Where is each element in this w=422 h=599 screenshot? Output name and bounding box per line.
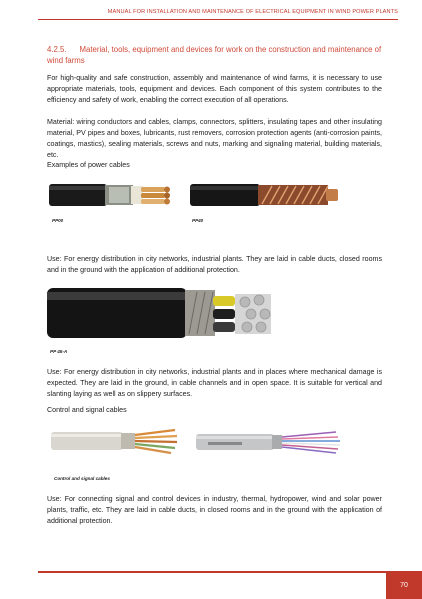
page-number-box <box>386 571 422 599</box>
control-cables-heading: Control and signal cables <box>47 406 127 414</box>
material-paragraph: Material: wiring conductors and cables, clamps, connectors, splitters, insulating tapes and other insulating material, PV pipes and boxes, lubricants, rust removers, corrosion protection agents (anti-corrosion paints, coatings, mastics), sealing materials, screws and nuts, marking and signaling material, building materials, etc. <box>47 118 382 159</box>
intro-paragraph: For high-quality and safe construction, assembly and maintenance of wind farms, it is necessary to use appropriate materials, tools, equipment and devices. Each component of this system contributes to the efficiency and safety of work, enabling the correct execution of all operations. <box>47 74 382 104</box>
section-heading <box>47 44 382 66</box>
section-title: Material, tools, equipment and devices for work on the construction and maintenance of wind farms <box>47 45 382 65</box>
running-header: MANUAL FOR INSTALLATION AND MAINTENANCE OF ELECTRICAL EQUIPMENT IN WIND POWER PLANTS <box>107 9 398 15</box>
control-use-paragraph: Use: For connecting signal and control devices in industry, thermal, hydropower, wind and solar power plants, traffic, etc. They are laid in cable ducts, in closed rooms and in the ground with the application of additional protection. <box>47 495 382 525</box>
pp45-cable-image <box>47 282 282 344</box>
pp00-use-paragraph: Use: For energy distribution in city networks, industrial plants. They are laid in cable ducts, closed rooms and in the ground with the application of additional protection. <box>47 255 382 274</box>
pp00-caption: PP00 <box>52 218 64 223</box>
control-cable-right-image <box>196 428 344 458</box>
pp40-cable-image <box>190 176 340 214</box>
pp40-caption: PP40 <box>192 218 204 223</box>
section-number: 4.2.5. <box>47 45 67 54</box>
header-rule <box>38 19 398 20</box>
footer-rule <box>38 571 422 573</box>
control-caption: Control and signal cables <box>54 476 110 481</box>
page-number: 70 <box>400 581 408 589</box>
control-cable-left-image <box>51 424 183 458</box>
power-cables-heading: Examples of power cables <box>47 161 130 169</box>
pp45-caption: PP 45-A <box>50 349 68 354</box>
pp00-cable-image <box>49 176 182 214</box>
pp45-use-paragraph: Use: For energy distribution in city networks, industrial plants and in places where mechanical damage is expected. They are laid in the ground, in cable channels and in open space. It is suitable for vertical and slanting laying as well as on slippery surfaces. <box>47 368 382 398</box>
